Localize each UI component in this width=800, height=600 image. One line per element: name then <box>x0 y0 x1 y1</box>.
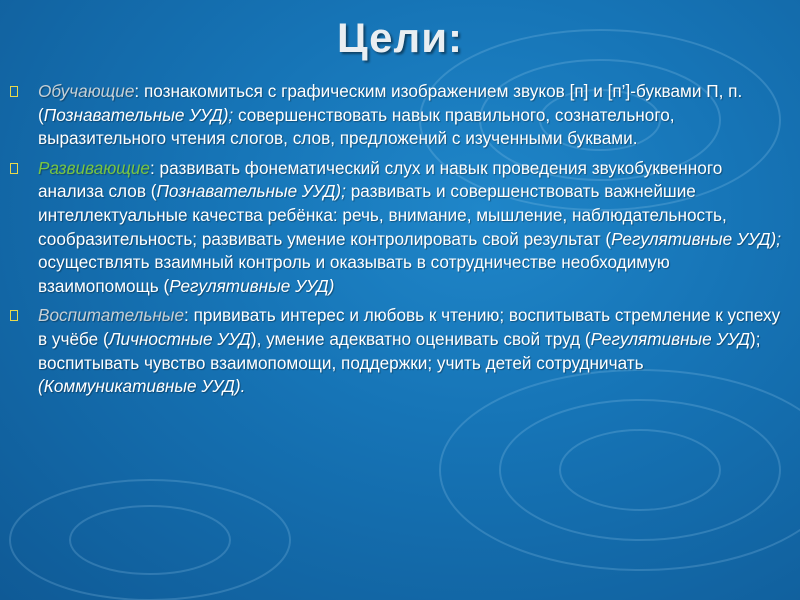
goal-text: совершенствовать навык правильного, сознательного, выразительного чтения слогов, слов, предложений с изученными буквами. <box>38 104 675 149</box>
goal-label: Обучающие <box>38 81 135 101</box>
goal-text: : прививать интерес и любовь к чтению; воспитывать стремление к успеху в учёбе ( <box>38 305 781 349</box>
bullet-icon <box>10 163 18 174</box>
bullet-icon <box>10 86 18 97</box>
goal-text: ), умение адекватно оценивать свой труд ( <box>250 328 591 349</box>
goal-label: Развивающие <box>38 157 150 178</box>
goal-text: осуществлять взаимный контроль и оказывать в сотрудничестве необходимую взаимопомощь ( <box>38 252 670 296</box>
bullet-icon <box>10 310 18 321</box>
goal-text: : развивать фонематический слух и навык проведения звукобуквенного анализа слов ( <box>38 157 723 202</box>
slide-title: Цели: <box>336 14 464 61</box>
goal-item-educational <box>8 80 790 151</box>
goal-label: Воспитательные <box>38 305 185 326</box>
uud-tag: Познавательные УУД); <box>43 104 234 125</box>
goal-text: развивать и совершенствовать важнейшие интеллектуальные качества ребёнка: речь, внимание, мышление, наблюдательность, сообразительность; развивать умение контролировать свой результат ( <box>38 181 727 249</box>
goals-list <box>8 80 790 405</box>
uud-tag: (Коммуникативные УУД). <box>38 376 246 397</box>
uud-tag: Регулятивные УУД) <box>169 275 335 296</box>
goal-text: ); воспитывать чувство взаимопомощи, поддержки; учить детей сотрудничать <box>38 328 761 373</box>
goal-text: : познакомиться с графическим изображением звуков [п] и [п’]-буквами П, п. ( <box>38 81 743 125</box>
goal-item-developmental <box>8 157 790 299</box>
uud-tag: Познавательные УУД); <box>156 181 346 202</box>
uud-tag: Регулятивные УУД <box>590 328 751 349</box>
uud-tag: Личностные УУД <box>108 328 251 349</box>
goal-item-upbringing <box>8 304 790 398</box>
uud-tag: Регулятивные УУД); <box>611 228 781 249</box>
